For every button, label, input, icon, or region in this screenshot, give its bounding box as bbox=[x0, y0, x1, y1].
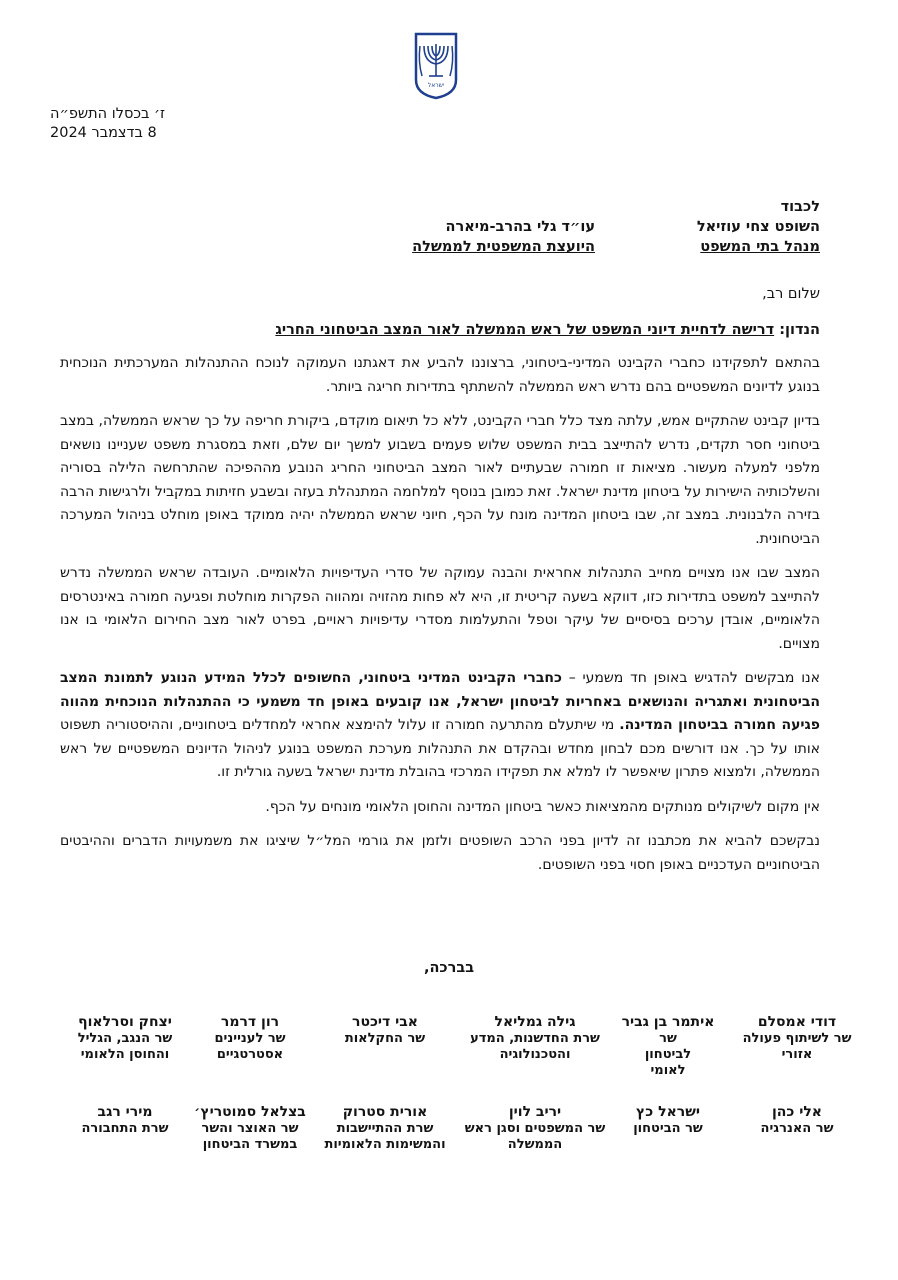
signatory-name: יצחק וסרלאוף bbox=[78, 1014, 172, 1030]
signatory-name: דודי אמסלם bbox=[757, 1014, 837, 1030]
signatory bbox=[742, 1103, 852, 1137]
paragraph: בדיון קבינט שהתקיים אמש, עלתה מצד כלל חברי הקבינט, ללא כל תיאום מוקדם, ביקורת חריפה על כך שראש הממשלה, במצב ביטחוני חסר תקדים, נדרש להתייצב בבית המשפט שלוש פעמים בשבוע למשך יום שלם, וזאת במסגרת משפט שעניינו נושאים מלפני למעלה מעשור. מציאות זו חמורה שבעתיים לאור המצב הביטחוני החריג הנובע מההפיכה שהתרחשה הלילה בסוריה והשלכותיה הישירות על ביטחון מדינת ישראל. זאת כמובן בנוסף למלחמה המתנהלת בעזה ובשבע חזיתות במקביל ולרגישות הרבה בזירה הלבנונית. במצב זה, שבו ביטחון המדינה מונח על הכף, חיוני שראש הממשלה יהיה ממוקד באופן מוחלט בניהול המערכה הביטחונית. bbox=[60, 413, 820, 547]
gregorian-date: 8 בדצמבר 2024 bbox=[50, 125, 157, 141]
subject-text: דרישה לדחיית דיוני המשפט של ראש הממשלה לאור המצב הביטחוני החריג bbox=[275, 322, 775, 338]
paragraph-lead: אנו מבקשים להדגיש באופן חד משמעי – bbox=[568, 670, 820, 686]
signatory-name: יריב לוין bbox=[508, 1104, 562, 1120]
signatory-name: מירי רגב bbox=[97, 1104, 153, 1120]
recipient-name: השופט צחי עוזיאל bbox=[696, 219, 820, 235]
cc-recipient-block bbox=[335, 217, 595, 257]
state-emblem bbox=[412, 32, 460, 100]
signatory bbox=[55, 1103, 195, 1137]
paragraph-bold: כחברי הקבינט המדיני ביטחוני, החשופים לכלל המידע הנוגע לתמונת המצב הביטחונית ואתגריה והנושאים באחריות לביטחון ישראל, אנו קובעים באופן חד משמעי כי ההתנהלות הנוכחית מהווה פגיעה חמורה בביטחון המדינה. bbox=[60, 670, 820, 733]
signatory bbox=[460, 1013, 610, 1063]
signatory bbox=[742, 1013, 852, 1063]
signatory-title: שר לביטחון לאומי bbox=[644, 1031, 692, 1078]
signatory-name: ישראל כץ bbox=[636, 1104, 700, 1120]
cc-name: עו״ד גלי בהרב-מיארה bbox=[445, 219, 595, 235]
signatory bbox=[315, 1103, 455, 1153]
signatory-name: אורית סטרוק bbox=[342, 1104, 428, 1120]
signatory bbox=[460, 1103, 610, 1153]
to-label: לכבוד bbox=[780, 199, 820, 215]
signatory bbox=[598, 1013, 738, 1079]
signatory-name: אבי דיכטר bbox=[352, 1014, 418, 1030]
signatory-name: רון דרמר bbox=[220, 1014, 280, 1030]
recipient-title: מנהל בתי המשפט bbox=[700, 239, 820, 255]
signatory-title: שר הביטחון bbox=[633, 1121, 703, 1136]
closing: בברכה, bbox=[423, 960, 475, 976]
paragraph: המצב שבו אנו מצויים מחייב התנהלות אחראית והבנה עמוקה של סדרי העדיפויות הלאומיים. העובדה שראש הממשלה נדרש להתייצב למשפט בתדירות כזו, דווקא בשעה קריטית זו, היא לא פחות מהזויה ומהווה הפקרות מוחלטת ופגיעה חמורה באינטרסים הלאומיים, אובדן ערכים בסיסיים של עיקר וטפל והתעלמות מסדרי עדיפויות ראויים, בפרט לאור מצב החירום הלאומי בו אנו מצויים. bbox=[60, 565, 820, 652]
signatory bbox=[315, 1013, 455, 1047]
signatory-title: שר לשיתוף פעולה אזורי bbox=[742, 1031, 852, 1062]
signatory-title: שר המשפטים וסגן ראש הממשלה bbox=[464, 1121, 606, 1152]
signatory-title: שרת ההתיישבות והמשימות הלאומיות bbox=[324, 1121, 446, 1152]
letter-body bbox=[60, 352, 820, 888]
signatory-title: שר החקלאות bbox=[344, 1031, 426, 1046]
signatory-name: גילה גמליאל bbox=[494, 1014, 576, 1030]
paragraph: אין מקום לשיקולים מנותקים מהמציאות כאשר ביטחון המדינה והחוסן הלאומי מונחים על הכף. bbox=[265, 798, 820, 815]
signatory bbox=[180, 1103, 320, 1153]
svg-text:ישראל: ישראל bbox=[427, 82, 445, 89]
paragraph-emphasis bbox=[60, 667, 820, 785]
signatory bbox=[180, 1013, 320, 1063]
recipient-block bbox=[600, 197, 820, 257]
signatory-title: שר האנרגיה bbox=[760, 1121, 834, 1136]
greeting: שלום רב, bbox=[762, 286, 820, 302]
signatory-name: אלי כהן bbox=[771, 1104, 822, 1120]
paragraph: נבקשכם להביא את מכתבנו זה לדיון בפני הרכב השופטים ולזמן את גורמי המל״ל שיציגו את משמעויות הדברים וההיבטים הביטחוניים העדכניים באופן חסוי בפני השופטים. bbox=[60, 833, 820, 873]
signatory-title: שר לעניינים אסטרטגיים bbox=[214, 1031, 286, 1062]
paragraph-rest: מי שיתעלם מהתרעה חמורה זו עלול להימצא אחראי למחדלים ביטחוניים, וההיסטוריה תשפוט אותו על כך. אנו דורשים מכם לבחון מחדש ובהקדם את התנהלות מערכת המשפט בנוגע לניהול הדיונים המשפטיים של ראש הממשלה, ולמצוא פתרון שיאפשר לו למלא את תפקידו המרכזי בהובלת מדינת ישראל בשעה גורלית זו. bbox=[60, 717, 820, 780]
signatory-title: שר הנגב, הגליל והחוסן הלאומי bbox=[77, 1031, 173, 1062]
signatory bbox=[55, 1013, 195, 1063]
signatory-title: שרת החדשנות, המדע והטכנולוגיה bbox=[470, 1031, 600, 1062]
paragraph: בהתאם לתפקידנו כחברי הקבינט המדיני-ביטחוני, ברצוננו להביע את דאגתנו העמוקה לנוכח ההתנהלות המערכתית הנוכחית בנוגע לדיונים המשפטיים בהם נדרש ראש הממשלה להשתתף בתדירות חריגה ביותר. bbox=[60, 355, 820, 395]
menorah-emblem-icon bbox=[412, 32, 460, 100]
signatory-title: שר האוצר והשר במשרד הביטחון bbox=[201, 1121, 299, 1152]
signatory bbox=[598, 1103, 738, 1137]
signatory-title: שרת התחבורה bbox=[81, 1121, 169, 1136]
signatory-name: איתמר בן גביר bbox=[621, 1014, 715, 1030]
hebrew-date: ז׳ בכסלו התשפ״ה bbox=[50, 106, 166, 122]
signatory-name: בצלאל סמוטריץ׳ bbox=[194, 1104, 306, 1120]
subject-label: הנדון: bbox=[779, 322, 820, 338]
cc-title: היועצת המשפטית לממשלה bbox=[412, 239, 595, 255]
subject-line bbox=[60, 322, 820, 338]
letter-date bbox=[50, 105, 350, 143]
